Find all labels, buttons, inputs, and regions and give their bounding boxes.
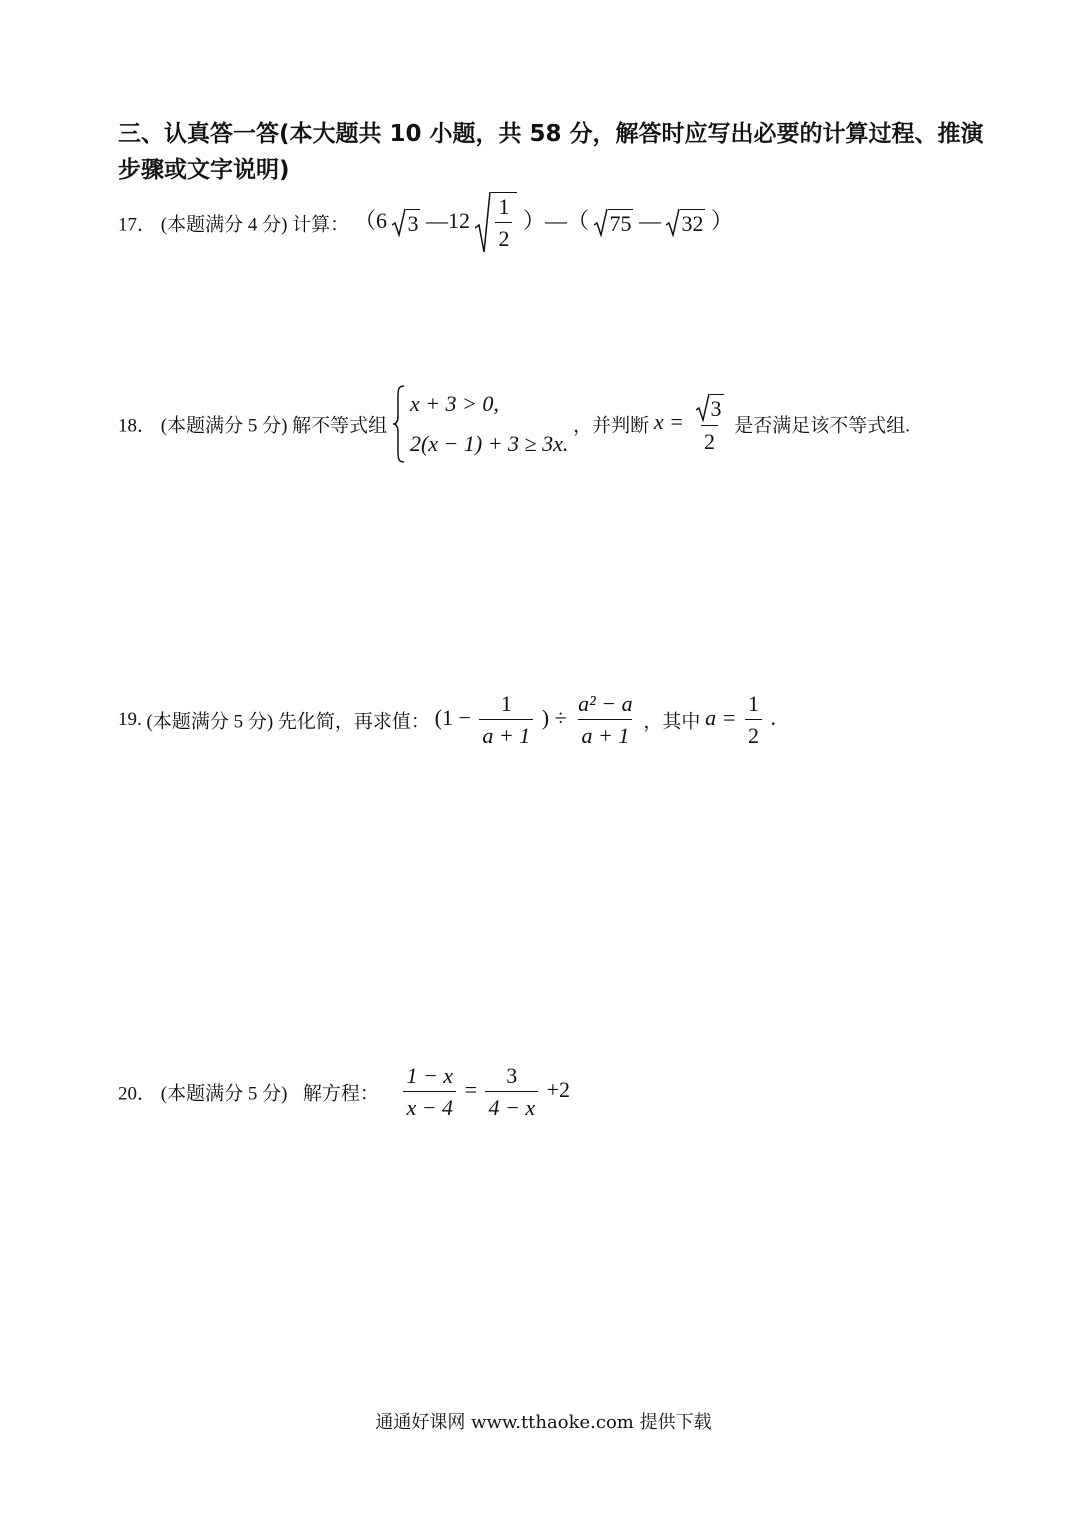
question-points: (本题满分 5 分) [146, 711, 274, 733]
left-brace-icon [392, 384, 406, 464]
fraction-a2-minus-a-over-a-plus-1: $\frac{\text{a² − a}}{a + 1}$ [578, 691, 633, 749]
fraction-one-half: $\frac{1}{2}$ [745, 692, 762, 748]
inequality-system [392, 384, 568, 464]
question-points: (本题满分 4 分) [160, 214, 288, 236]
a-value-expression: a = $\frac{1}{2}$ . [705, 691, 776, 749]
question-number: 18． [118, 415, 157, 437]
sqrt-half [475, 192, 517, 254]
fraction-1-over-a-plus-1: $\frac{1}{a + 1}$ [479, 692, 533, 748]
radical-sign-icon [475, 192, 491, 254]
radical-sign-icon [594, 209, 608, 237]
expression-19: (1 − $\frac{1}{a + 1}$ ) ÷ $\frac{\text{a² − a}}{a + 1}$ [435, 692, 639, 748]
radical-sign-icon [666, 209, 680, 237]
sqrt-3: 3 [392, 209, 420, 237]
question-prompt: 先化简，再求值： [277, 711, 430, 733]
fraction-sqrt3-over-2: $\frac{3}{2}$ [693, 394, 727, 454]
x-value-expression: x = $\frac{3}{2}$ [654, 394, 730, 454]
radical-sign-icon [696, 394, 710, 422]
question-prompt: 解不等式组 [292, 415, 388, 437]
question-prompt: 计算： [292, 214, 350, 236]
fraction-1-minus-x-over-x-minus-4: $\frac{1 - x}{x - 4}$ [403, 1064, 456, 1120]
question-20 [118, 1064, 570, 1120]
sqrt-32: 32 [666, 209, 705, 237]
question-19: 19. (本题满分 5 分) 先化简，再求值： (1 − $\frac{1}{a + 1}$ ) ÷ $\frac{\text{a² − a}}{a + 1}$ ，其中 a = $\frac{1}{2}$ . [118, 691, 776, 749]
fraction-3-over-4-minus-x: $\frac{3}{4 - x}$ [485, 1064, 538, 1120]
expression-17: （6 3 —12 $\frac{1}{2}$ ）—（ 75 — 32 ） [354, 192, 733, 254]
question-prompt: 解方程： [302, 1083, 379, 1105]
footer-text: 通通好课网 www.tthaoke.com 提供下载 [375, 1412, 712, 1433]
equation-20: $\frac{1 - x}{x - 4}$ = $\frac{3}{4 - x}$ +2 [400, 1064, 570, 1120]
inequality-line-1: x + 3 > 0, [409, 391, 499, 416]
question-number: 20． [118, 1083, 157, 1105]
question-17 [118, 192, 733, 254]
sqrt-75: 75 [594, 209, 633, 237]
section-title: 三、认真答一答(本大题共 10 小题，共 58 分，解答时应写出必要的计算过程、推演步骤或文字说明) [118, 121, 984, 183]
question-number: 17． [118, 214, 157, 236]
inequality-line-2: 2(x − 1) + 3 ≥ 3x. [409, 431, 569, 456]
question-points: (本题满分 5 分) [160, 415, 288, 437]
radical-sign-icon [392, 209, 406, 237]
fraction-one-half: $\frac{1}{2}$ [495, 195, 512, 251]
question-points: (本题满分 5 分) [160, 1083, 288, 1105]
question-number: 19. [118, 709, 142, 731]
question-18: 18． (本题满分 5 分) 解不等式组 x + 3 > 0, 2(x − 1) + 3 ≥ 3x. ，并判断 x = $\frac{3}{2}$ 是否满足该不等式组. [118, 384, 910, 464]
